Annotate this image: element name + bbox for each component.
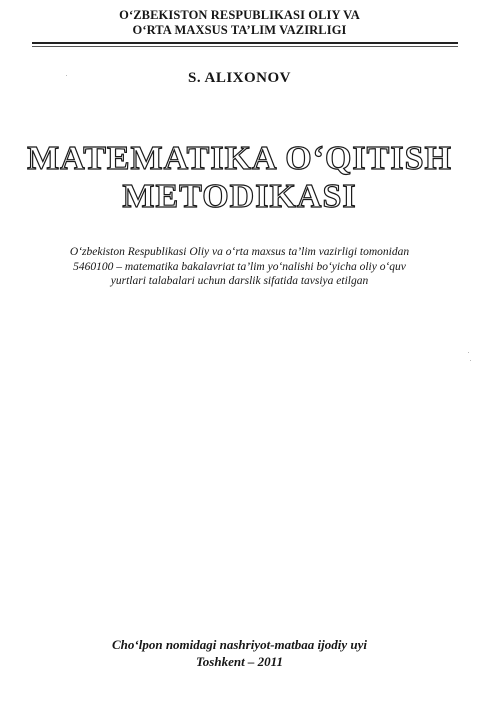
ministry-line-2: O‘RTA MAXSUS TA’LIM VAZIRLIGI <box>132 23 347 37</box>
author-name: S. ALIXONOV <box>187 70 292 86</box>
header-rule-thin <box>32 46 458 47</box>
ministry-line-1: O‘ZBEKISTON RESPUBLIKASI OLIY VA <box>119 8 360 22</box>
scan-speck <box>66 75 67 76</box>
approval-line-1: O‘zbekiston Respublikasi Oliy va o‘rta maxsus ta’lim vazirligi tomonidan <box>69 246 410 258</box>
ministry-header <box>0 8 479 38</box>
publisher-line-2: Toshkent – 2011 <box>196 654 283 669</box>
header-rule-thick <box>32 42 458 44</box>
book-title <box>0 140 479 216</box>
book-title-line-1: MATEMATIKA O‘QITISH <box>27 140 452 177</box>
book-title-line-2: METODIKASI <box>122 178 357 215</box>
scan-speck <box>468 352 469 353</box>
approval-note <box>0 245 479 289</box>
approval-line-2: 5460100 – matematika bakalavriat ta’lim yo‘nalishi bo‘yicha oliy o‘quv <box>73 260 406 273</box>
publisher-imprint <box>0 636 479 670</box>
publisher-line-1: Cho‘lpon nomidagi nashriyot-matbaa ijodiy uyi <box>112 637 367 652</box>
approval-line-3: yurtlari talabalari uchun darslik sifatida tavsiya etilgan <box>110 275 369 287</box>
scan-speck <box>470 360 471 361</box>
